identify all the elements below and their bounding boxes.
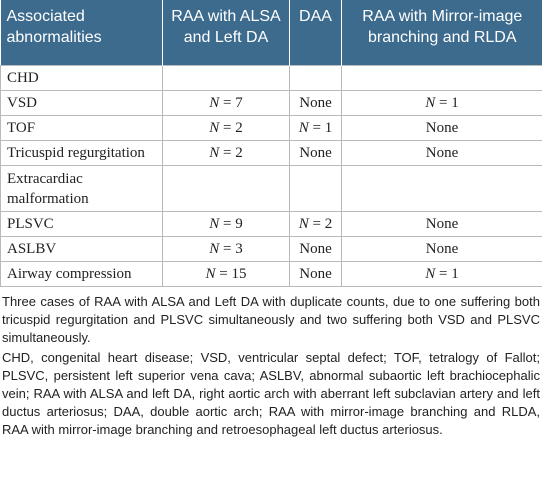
cell-raa-mirror: N = 1 xyxy=(342,261,542,286)
table-row xyxy=(1,165,542,211)
table-row xyxy=(1,236,542,261)
cell-raa-mirror: None xyxy=(342,115,542,140)
row-label: CHD xyxy=(1,65,163,90)
table-row xyxy=(1,65,542,90)
header-row xyxy=(1,0,542,65)
header-associated-abnormalities: Associated abnormalities xyxy=(1,0,163,65)
cell-raa-alsa: N = 7 xyxy=(163,90,290,115)
cell-raa-alsa: N = 3 xyxy=(163,236,290,261)
cell-raa-alsa xyxy=(163,65,290,90)
cell-raa-mirror xyxy=(342,165,542,211)
cell-raa-alsa: N = 2 xyxy=(163,140,290,165)
cell-raa-alsa: N = 2 xyxy=(163,115,290,140)
footnote-abbreviations: CHD, congenital heart disease; VSD, ventricular septal defect; TOF, tetralogy of Fallot; PLSVC, persistent left superior vena cava; ASLBV, abnormal subaortic left brachiocephalic vein; RAA with ALSA and left DA, right aortic arch with aberrant left subclavian artery and left ductus arteriosus; DAA, double aortic arch; RAA with mirror-image branching and RLDA, RAA with mirror-image branching and retroesophageal left ductus arteriosus. xyxy=(2,349,540,437)
row-label: Extracardiac malformation xyxy=(1,165,163,211)
row-label: ASLBV xyxy=(1,236,163,261)
header-raa-mirror-rlda: RAA with Mirror-image branching and RLDA xyxy=(342,0,542,65)
row-label: VSD xyxy=(1,90,163,115)
table-header xyxy=(1,0,542,65)
cell-daa: N = 1 xyxy=(290,115,342,140)
cell-raa-alsa: N = 15 xyxy=(163,261,290,286)
table-body xyxy=(1,65,542,286)
table-row xyxy=(1,140,542,165)
cell-raa-alsa xyxy=(163,165,290,211)
cell-daa xyxy=(290,65,342,90)
cell-raa-mirror: N = 1 xyxy=(342,90,542,115)
cell-daa xyxy=(290,165,342,211)
cell-raa-mirror: None xyxy=(342,140,542,165)
table-row xyxy=(1,115,542,140)
cell-raa-mirror xyxy=(342,65,542,90)
row-label: Tricuspid regurgitation xyxy=(1,140,163,165)
cell-daa: None xyxy=(290,90,342,115)
footnote-duplicate-counts: Three cases of RAA with ALSA and Left DA with duplicate counts, due to one suffering both tricuspid regurgitation and PLSVC simultaneously and two suffering both VSD and PLSVC simultaneously. xyxy=(2,293,540,345)
cell-daa: N = 2 xyxy=(290,211,342,236)
cell-daa: None xyxy=(290,261,342,286)
cell-raa-mirror: None xyxy=(342,211,542,236)
row-label: Airway compression xyxy=(1,261,163,286)
table-footnotes xyxy=(0,287,542,439)
header-raa-alsa-left-da: RAA with ALSA and Left DA xyxy=(163,0,290,65)
header-daa: DAA xyxy=(290,0,342,65)
row-label: PLSVC xyxy=(1,211,163,236)
table-row xyxy=(1,90,542,115)
table-row xyxy=(1,261,542,286)
table-row xyxy=(1,211,542,236)
cell-daa: None xyxy=(290,236,342,261)
cell-raa-alsa: N = 9 xyxy=(163,211,290,236)
cell-daa: None xyxy=(290,140,342,165)
row-label: TOF xyxy=(1,115,163,140)
cell-raa-mirror: None xyxy=(342,236,542,261)
